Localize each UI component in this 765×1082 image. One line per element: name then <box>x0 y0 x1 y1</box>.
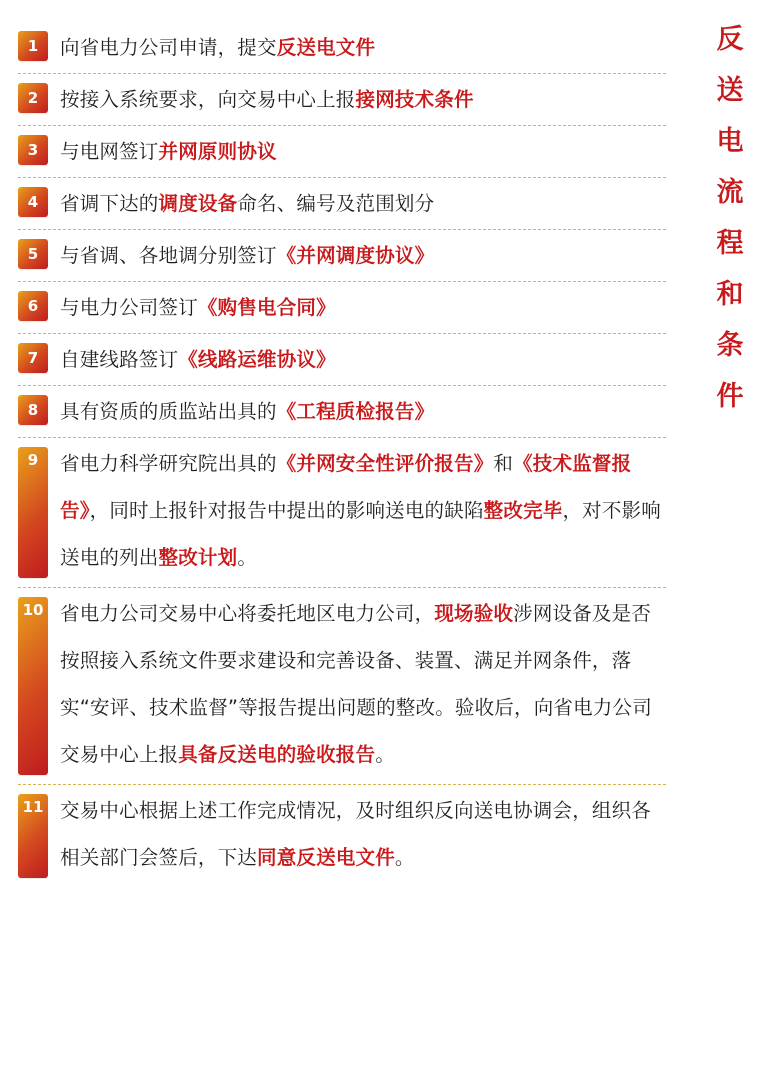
step-number-badge: 10 <box>18 597 48 775</box>
step-row <box>18 126 666 178</box>
step-number-badge: 6 <box>18 291 48 321</box>
step-text <box>60 22 666 73</box>
step-text-plain: 与电力公司签订 <box>60 296 198 319</box>
step-text-highlight: 现场验收 <box>434 602 514 625</box>
step-text-plain: 涉网设备及是否按照接入系统文件要求建设和完善设备、装置、满足并网条件，落实“安评、技术监督”等报告提出问题的整改。验收后，向省电力公司交易中心上报 <box>60 602 652 766</box>
step-text-highlight: 并网原则协议 <box>158 140 277 163</box>
step-row <box>18 334 666 386</box>
step-text-highlight: 具备反送电的验收报告 <box>178 743 376 766</box>
step-text-highlight: 接网技术条件 <box>355 88 474 111</box>
step-number-badge: 11 <box>18 794 48 878</box>
step-text-plain: 省调下达的 <box>60 192 159 215</box>
step-text <box>60 438 666 587</box>
step-text-highlight: 《并网调度协议》 <box>276 244 435 267</box>
step-text <box>60 74 666 125</box>
vertical-title-char: 和 <box>716 279 744 310</box>
vertical-title-char: 件 <box>716 381 744 412</box>
step-number-badge: 7 <box>18 343 48 373</box>
steps-list <box>18 22 666 887</box>
step-text-plain: 。 <box>237 546 258 569</box>
step-text-highlight: 《购售电合同》 <box>197 296 336 319</box>
step-text-plain: 自建线路签订 <box>60 348 179 371</box>
step-number-badge: 5 <box>18 239 48 269</box>
vertical-title-char: 送 <box>716 75 744 106</box>
step-text-plain: 和 <box>493 452 514 475</box>
step-text <box>60 230 666 281</box>
vertical-title-char: 反 <box>716 24 744 55</box>
step-text-plain: 向省电力公司申请，提交 <box>60 36 277 59</box>
step-number-badge: 1 <box>18 31 48 61</box>
step-text <box>60 386 666 437</box>
step-text-highlight: 调度设备 <box>158 192 238 215</box>
step-text-plain: 与省调、各地调分别签订 <box>60 244 277 267</box>
step-text-highlight: 《并网安全性评价报告》 <box>276 452 494 475</box>
step-row <box>18 74 666 126</box>
step-text-highlight: 《线路运维协议》 <box>178 348 336 371</box>
step-text-plain: 按接入系统要求，向交易中心上报 <box>60 88 356 111</box>
step-text-plain: ，同时上报针对报告中提出的影响送电的缺陷 <box>89 499 484 522</box>
step-text-highlight: 《工程质检报告》 <box>276 400 435 423</box>
step-text-plain: 。 <box>394 846 415 869</box>
step-text <box>60 282 666 333</box>
step-number-badge: 9 <box>18 447 48 578</box>
step-text-plain: 省电力公司交易中心将委托地区电力公司， <box>60 602 435 625</box>
step-text-plain: 省电力科学研究院出具的 <box>60 452 277 475</box>
vertical-title-char: 程 <box>716 228 744 259</box>
vertical-title-char: 电 <box>716 126 744 157</box>
vertical-title <box>707 26 753 434</box>
step-text <box>60 785 666 887</box>
step-row <box>18 178 666 230</box>
step-number-badge: 2 <box>18 83 48 113</box>
step-row <box>18 386 666 438</box>
step-text-plain: 。 <box>375 743 395 766</box>
step-text-plain: 与电网签订 <box>60 140 159 163</box>
step-row <box>18 282 666 334</box>
step-text-highlight: 反送电文件 <box>276 36 376 59</box>
step-number-badge: 8 <box>18 395 48 425</box>
step-number-badge: 4 <box>18 187 48 217</box>
step-row <box>18 588 666 785</box>
vertical-title-char: 流 <box>716 177 744 208</box>
step-text-highlight: 整改完毕 <box>483 499 563 522</box>
step-row <box>18 230 666 282</box>
step-text-plain: 交易中心根据上述工作完成情况，及时组织反向送电协调会，组织各相关部门会签后，下达 <box>60 799 652 869</box>
step-text <box>60 178 666 229</box>
step-text-plain: 具有资质的质监站出具的 <box>60 400 277 423</box>
step-number-badge: 3 <box>18 135 48 165</box>
step-row <box>18 438 666 588</box>
step-text-highlight: 同意反送电文件 <box>257 846 395 869</box>
step-text-plain: ，对不影响送电的列出 <box>60 499 661 569</box>
step-row <box>18 785 666 887</box>
step-text <box>60 126 666 177</box>
step-text-plain: 命名、编号及范围划分 <box>237 192 435 215</box>
step-text-highlight: 《技术监督报告》 <box>60 452 632 522</box>
step-row <box>18 22 666 74</box>
step-text-highlight: 整改计划 <box>158 546 238 569</box>
step-text <box>60 334 666 385</box>
vertical-title-char: 条 <box>716 330 744 361</box>
step-text <box>60 588 666 784</box>
